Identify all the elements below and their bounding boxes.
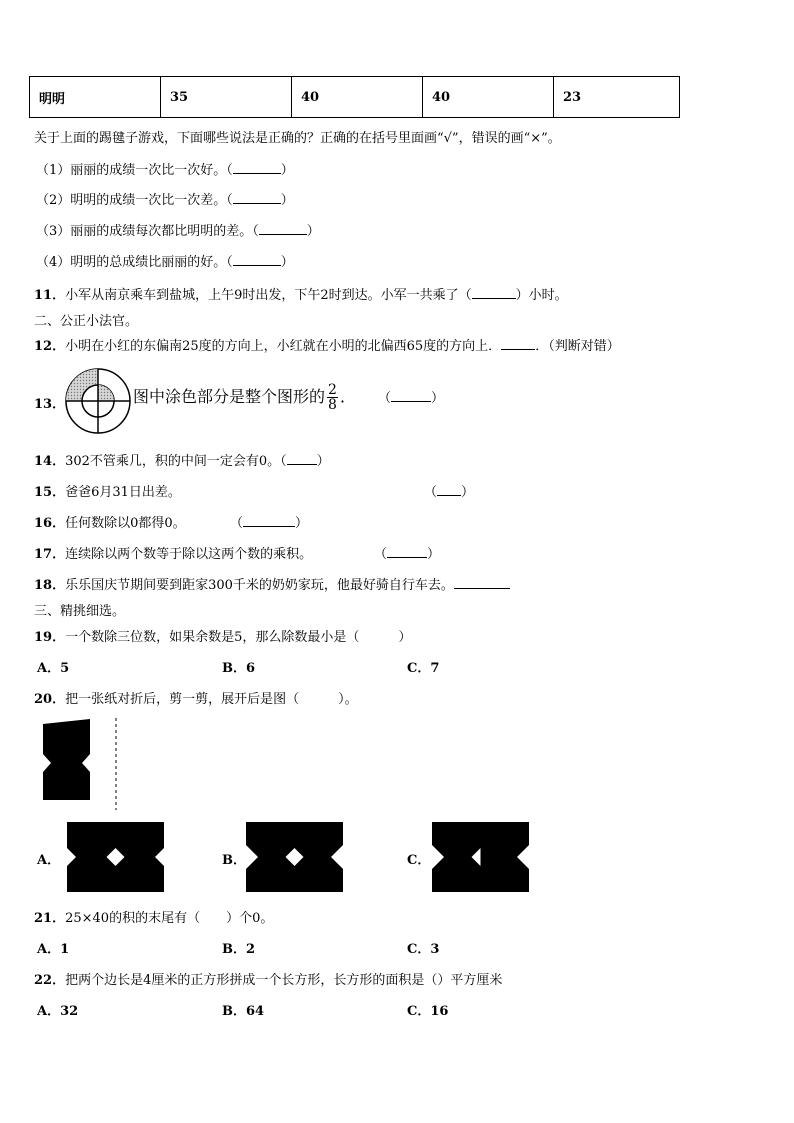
option-a[interactable]: A．32 (37, 1004, 79, 1019)
score-table (29, 76, 680, 118)
section-title-3: 三、精挑细选。 (34, 604, 126, 619)
option-c[interactable]: C．3 (407, 942, 440, 957)
q10-intro: 关于上面的踢毽子游戏，下面哪些说法是正确的？正确的在括号里面画“√”，错误的画“×”。 (34, 131, 561, 146)
paren-close: ） (280, 255, 294, 270)
question-number: 18． (34, 578, 66, 593)
q10-item-4 (36, 251, 294, 270)
paren-close: ） (306, 224, 320, 239)
question-text: 一个数除三位数，如果余数是5，那么除数最小是（ ） (65, 630, 412, 645)
question-text-tail: ）小时。 (515, 288, 568, 303)
answer-blank[interactable] (233, 191, 281, 204)
question-text: 25×40的积的末尾有（ ）个0。 (65, 911, 274, 926)
question-21 (34, 907, 273, 926)
option-b-figure[interactable] (246, 822, 343, 892)
answer-blank[interactable] (387, 545, 427, 558)
folded-paper-figure (38, 716, 128, 812)
question-19 (34, 626, 411, 645)
answer-blank[interactable] (287, 452, 317, 465)
table-cell: 23 (554, 77, 680, 118)
question-13 (133, 383, 444, 412)
table-cell: 明明 (30, 77, 161, 118)
question-text: 爸爸6月31日出差。 (65, 485, 181, 500)
question-17-answer (374, 543, 440, 562)
question-11 (34, 284, 568, 303)
paren-open: （ (374, 547, 388, 562)
q10-item-text: （4）明明的总成绩比丽丽的好。（ (36, 255, 233, 270)
question-16-answer (230, 512, 308, 531)
fraction (327, 383, 338, 412)
question-text: 302不管乘几，积的中间一定会有0。（ (65, 454, 287, 469)
answer-blank[interactable] (437, 483, 461, 496)
paren-open: （ (230, 516, 244, 531)
paren-close: ） (427, 547, 441, 562)
option-b[interactable]: B． (222, 853, 246, 868)
question-18 (34, 574, 510, 593)
option-b[interactable]: B．64 (222, 1004, 265, 1019)
option-b[interactable]: B．6 (222, 661, 256, 676)
answer-blank[interactable] (391, 389, 431, 402)
question-12 (34, 335, 620, 354)
q10-item-3 (36, 220, 320, 239)
question-number: 17． (34, 547, 66, 562)
answer-blank[interactable] (243, 514, 295, 527)
answer-blank[interactable] (501, 337, 535, 350)
question-text: 把一张纸对折后，剪一剪，展开后是图（ ）。 (65, 692, 358, 707)
fraction-numerator: 2 (328, 382, 337, 398)
question-number: 14． (34, 454, 66, 469)
paren-close: ） (430, 391, 444, 406)
question-number: 22． (34, 973, 66, 988)
question-17 (34, 543, 312, 562)
fraction-denominator: 8 (328, 397, 337, 413)
option-a[interactable]: A．1 (37, 942, 70, 957)
option-c[interactable]: C．16 (407, 1004, 449, 1019)
table-cell: 40 (423, 77, 554, 118)
answer-blank[interactable] (472, 286, 516, 299)
paren-close: ） (280, 193, 294, 208)
option-c[interactable]: C．7 (407, 661, 440, 676)
question-number: 20． (34, 692, 66, 707)
paren-close: ） (461, 485, 475, 500)
question-13-number (34, 393, 65, 412)
paren-open: （ (377, 391, 391, 406)
answer-blank[interactable] (454, 576, 510, 589)
q10-item-1 (36, 159, 294, 178)
q10-item-2 (36, 189, 294, 208)
question-text: 图中涂色部分是整个图形的 (133, 387, 326, 406)
question-number: 19． (34, 630, 66, 645)
question-16 (34, 512, 186, 531)
option-a-figure[interactable] (67, 822, 164, 892)
question-14 (34, 450, 330, 469)
question-number: 13． (34, 397, 66, 412)
option-c-figure[interactable] (432, 822, 529, 892)
answer-blank[interactable] (233, 253, 281, 266)
paren-close: ） (316, 454, 330, 469)
question-text: 乐乐国庆节期间要到距家300千米的奶奶家玩，他最好骑自行车去。 (65, 578, 454, 593)
paren-open: （ (424, 485, 438, 500)
question-20 (34, 688, 358, 707)
question-number: 12． (34, 339, 66, 354)
question-number: 11． (34, 288, 66, 303)
shaded-circle-figure (64, 367, 132, 435)
answer-blank[interactable] (259, 222, 307, 235)
question-15-answer (424, 481, 474, 500)
section-title-2: 二、公正小法官。 (34, 314, 139, 329)
q10-item-text: （1）丽丽的成绩一次比一次好。（ (36, 163, 233, 178)
q10-item-text: （3）丽丽的成绩每次都比明明的差。（ (36, 224, 259, 239)
paren-close: ） (280, 163, 294, 178)
question-text: 任何数除以0都得0。 (65, 516, 186, 531)
question-text: 连续除以两个数等于除以这两个数的乘积。 (65, 547, 313, 562)
question-number: 15． (34, 485, 66, 500)
paren-close: ） (295, 516, 309, 531)
table-cell: 40 (292, 77, 423, 118)
question-text-tail: ． (339, 387, 356, 406)
question-text: 把两个边长是4厘米的正方形拼成一个长方形，长方形的面积是（）平方厘米 (65, 973, 503, 988)
option-c[interactable]: C． (407, 853, 431, 868)
question-text: 小军从南京乘车到盐城，上午9时出发，下午2时到达。小军一共乘了（ (65, 288, 472, 303)
question-text: 小明在小红的东偏南25度的方向上，小红就在小明的北偏西65度的方向上． (65, 339, 502, 354)
table-row (30, 77, 680, 118)
question-text-tail: ．（判断对错） (535, 339, 620, 354)
table-cell: 35 (161, 77, 292, 118)
option-b[interactable]: B．2 (222, 942, 256, 957)
question-number: 16． (34, 516, 66, 531)
option-a[interactable]: A． (37, 853, 61, 868)
option-a[interactable]: A．5 (37, 661, 70, 676)
question-15 (34, 481, 181, 500)
question-22 (34, 969, 502, 988)
q10-item-text: （2）明明的成绩一次比一次差。（ (36, 193, 233, 208)
question-number: 21． (34, 911, 66, 926)
answer-blank[interactable] (233, 161, 281, 174)
